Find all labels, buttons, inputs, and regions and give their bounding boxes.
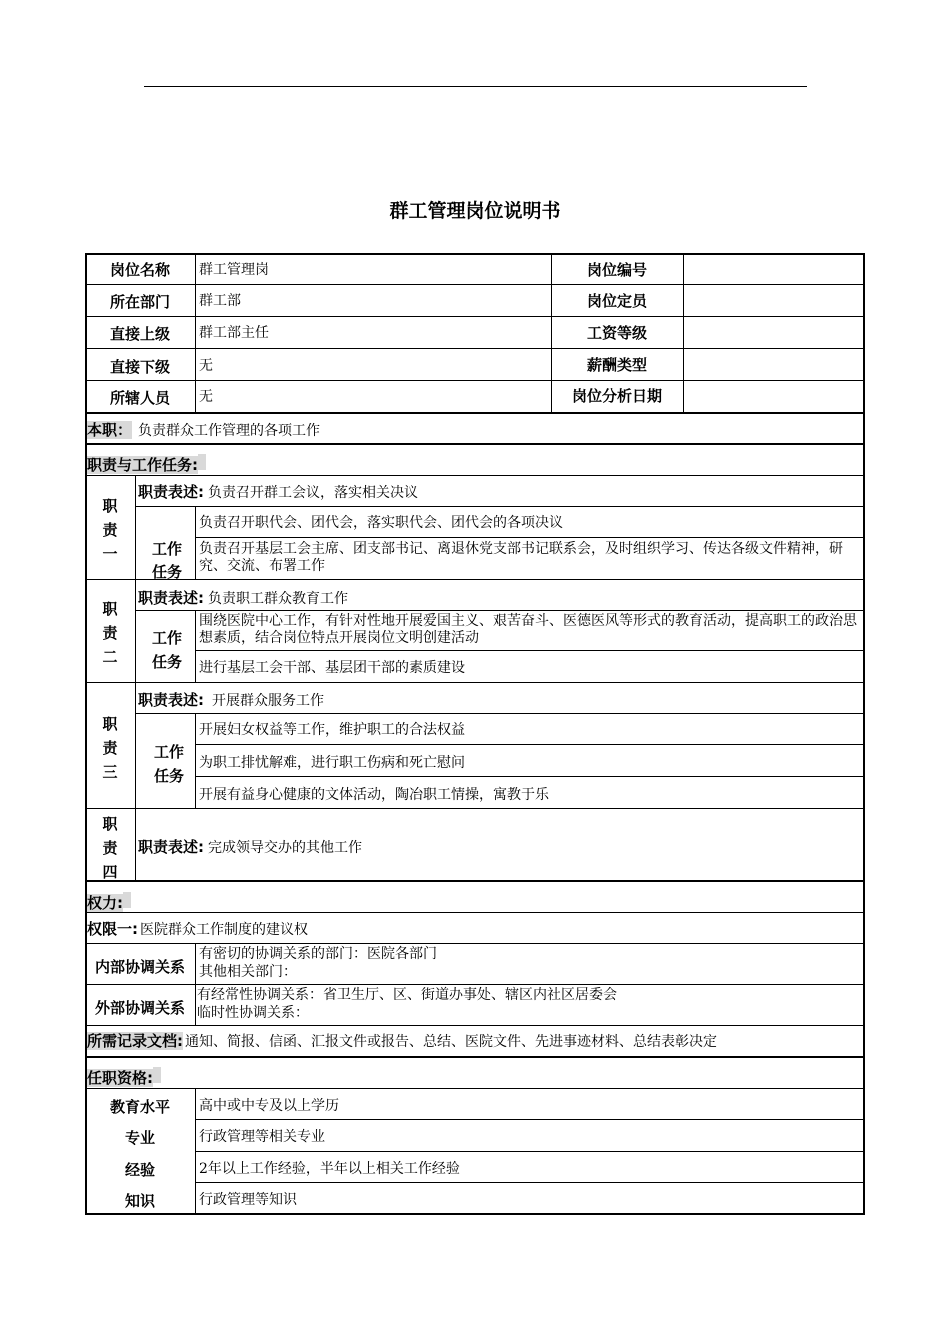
value-education: 高中或中专及以上学历 — [199, 1098, 339, 1114]
duty-3-task-3: 开展有益身心健康的文体活动，陶冶职工情操，寓教于乐 — [199, 787, 549, 803]
internal-coordination-label: 内部协调关系 — [94, 958, 185, 976]
duty-3-title: 职责三 — [102, 715, 118, 781]
label-position-code: 岗位编号 — [586, 261, 647, 279]
duty-1-title: 职责一 — [102, 497, 118, 563]
power-header: 权力: — [87, 892, 131, 912]
benzhi-row — [87, 422, 320, 439]
value-staff: 无 — [199, 389, 213, 405]
label-knowledge: 知识 — [124, 1192, 155, 1210]
value-subordinate: 无 — [199, 358, 213, 374]
external-coordination-line2: 临时性协调关系： — [197, 1005, 309, 1021]
value-major: 行政管理等相关专业 — [199, 1129, 325, 1145]
label-staff: 所辖人员 — [109, 389, 170, 407]
external-coordination-label: 外部协调关系 — [94, 999, 185, 1017]
job-description-table — [85, 253, 865, 1215]
label-experience: 经验 — [124, 1161, 155, 1179]
duty-1-task-label: 工作任务 — [151, 540, 182, 581]
duty-3-task-2: 为职工排忧解难，进行职工伤病和死亡慰问 — [199, 755, 465, 771]
duty-2-desc: 职责表述: 负责职工群众教育工作 — [138, 589, 348, 607]
label-subordinate: 直接下级 — [109, 358, 170, 376]
duty-3-task-1: 开展妇女权益等工作，维护职工的合法权益 — [199, 722, 465, 738]
duty-4-title: 职责四 — [102, 815, 118, 881]
label-pay-type: 薪酬类型 — [586, 356, 647, 374]
label-analysis-date: 岗位分析日期 — [571, 387, 662, 405]
label-headcount: 岗位定员 — [586, 292, 647, 310]
label-education: 教育水平 — [109, 1098, 170, 1116]
header-rule — [144, 86, 807, 87]
duties-header: 职责与工作任务: — [87, 454, 206, 474]
qualification-header: 任职资格: — [87, 1067, 161, 1087]
records-text: 通知、简报、信函、汇报文件或报告、总结、医院文件、先进事迹材料、总结表彰决定 — [185, 1034, 717, 1050]
duty-2-task-1: 围绕医院中心工作，有针对性地开展爱国主义、艰苦奋斗、医德医风等形式的教育活动，提高职工的政治思想素质，结合岗位特点开展岗位文明创建活动 — [199, 613, 857, 646]
label-major: 专业 — [124, 1129, 155, 1147]
value-superior: 群工部主任 — [199, 325, 269, 341]
duty-2-task-2: 进行基层工会干部、基层团干部的素质建设 — [199, 660, 465, 676]
value-department: 群工部 — [199, 293, 241, 309]
external-coordination-line1: 有经常性协调关系：省卫生厅、区、街道办事处、辖区内社区居委会 — [197, 987, 617, 1003]
power-limit-1: 权限一: 医院群众工作制度的建议权 — [87, 920, 308, 938]
label-position-name: 岗位名称 — [109, 261, 170, 279]
label-department: 所在部门 — [109, 293, 170, 311]
duty-1-desc: 职责表述: 负责召开群工会议，落实相关决议 — [138, 483, 418, 501]
records-label: 所需记录文档: — [87, 1032, 183, 1050]
duty-3-desc: 职责表述: 开展群众服务工作 — [138, 691, 324, 709]
value-position-name: 群工管理岗 — [199, 262, 269, 278]
label-superior: 直接上级 — [109, 325, 170, 343]
duty-2-title: 职责二 — [102, 600, 118, 666]
internal-coordination-line1: 有密切的协调关系的部门：医院各部门 — [199, 946, 437, 962]
value-knowledge: 行政管理等知识 — [199, 1192, 297, 1208]
records-row — [87, 1033, 717, 1050]
duty-3-task-label: 工作任务 — [153, 743, 184, 785]
benzhi-label: 本职： — [87, 421, 133, 439]
internal-coordination-line2: 其他相关部门： — [199, 964, 297, 980]
value-experience: 2年以上工作经验，半年以上相关工作经验 — [199, 1161, 460, 1177]
benzhi-text: 负责群众工作管理的各项工作 — [138, 423, 321, 439]
duty-1-task-2: 负责召开基层工会主席、团支部书记、离退休党支部书记联系会，及时组织学习、传达各级文件精神，研究、交流、布署工作 — [199, 541, 843, 574]
duty-1-task-1: 负责召开职代会、团代会，落实职代会、团代会的各项决议 — [199, 515, 563, 531]
label-salary-grade: 工资等级 — [586, 324, 647, 342]
page-title: 群工管理岗位说明书 — [389, 200, 561, 222]
duty-4-desc: 职责表述: 完成领导交办的其他工作 — [138, 838, 362, 856]
duty-2-task-label: 工作任务 — [151, 629, 182, 671]
